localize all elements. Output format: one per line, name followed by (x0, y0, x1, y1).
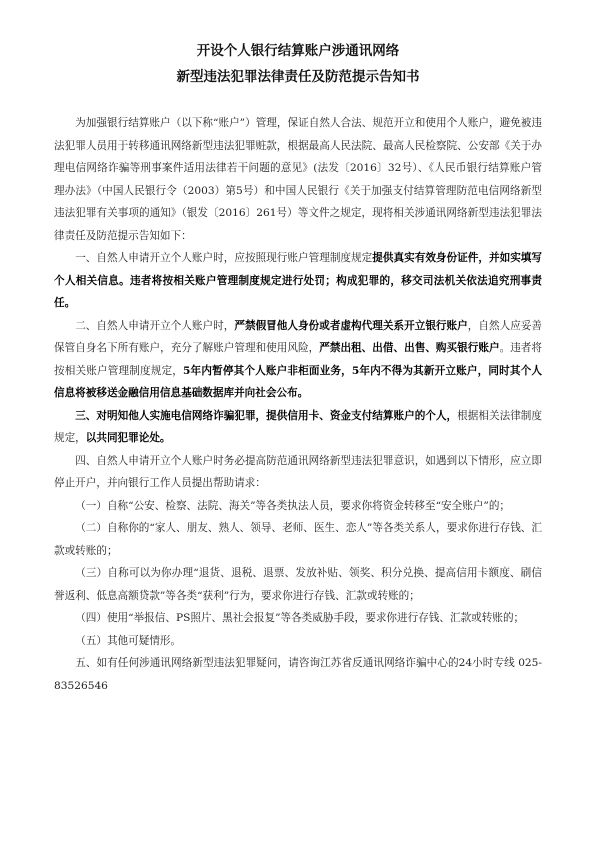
paragraph-text: （五）其他可疑情形。 (75, 634, 182, 647)
paragraph-text: 。违者将按相关账户管理制度规定， (54, 342, 543, 377)
paragraph-text: 根据相关法律制度规定， (54, 409, 543, 444)
paragraph-intro (54, 112, 542, 247)
paragraph-item-4-2 (54, 517, 542, 562)
emphasized-text: 三、对明知他人实施电信网络诈骗犯罪，提供信用卡、资金支付结算账户的个人， (75, 409, 458, 422)
paragraph-text: 五、如有任何涉通讯网络新型违法犯罪疑问，请咨询江苏省反通讯网络诈骗中心的24小时专线 025-83526546 (54, 657, 542, 692)
paragraph-text: （三）自称可以为你办理“退货、退税、退票、发放补贴、领奖、积分兑换、提高信用卡额度、刷信誉返利、低息高额贷款”等各类“获利”行为，要求你进行存钱、汇款或转账的； (54, 567, 542, 602)
emphasized-text: 以共同犯罪论处。 (85, 432, 171, 444)
emphasized-text: 严禁假冒他人身份或者虚构代理关系开立银行账户 (234, 319, 468, 332)
paragraph-item-1 (54, 247, 542, 315)
paragraph-item-4-4 (54, 607, 542, 630)
paragraph-item-4 (54, 450, 542, 495)
emphasized-text: 严禁出租、出借、出售、购买银行账户 (319, 342, 500, 354)
paragraph-text: 为加强银行结算账户（以下称“账户”）管理，保证自然人合法、规范开立和使用个人账户，避免被违法犯罪人员用于转移通讯网络新型违法犯罪赃款，根据最高人民法院、最高人民检察院、公安部《关于办理电信网络诈骗等刑事案件适用法律若干问题的意见》(法发〔2016〕32号）、《人民币银行结算账户管理办法》（中国人民银行令（2003）第5号）和中国人民银行《关于加强支付结算管理防范电信网络新型违法犯罪有关事项的通知》（银发〔2016〕261号）等文件之规定，现将相关涉通讯网络新型违法犯罪法律责任及防范提示告知如下： (54, 117, 542, 242)
paragraph-text: （四）使用“举报信、PS照片、黑社会报复”等各类威胁手段，要求你进行存钱、汇款或转账的； (75, 612, 525, 624)
emphasized-text: 5年内暂停其个人账户非柜面业务，5年内不得为其新开立账户，同时其个人信息将被移送金融信用信息基础数据库并向社会公布。 (54, 364, 542, 399)
paragraph-text: 一、自然人申请开立个人账户时，应按照现行账户管理制度规定 (75, 252, 373, 264)
paragraph-item-4-1 (54, 495, 542, 518)
emphasized-text: 提供真实有效身份证件，并如实填写个人相关信息。违者将按相关账户管理制度规定进行处罚；构成犯罪的，移交司法机关依法追究刑事责任。 (54, 252, 543, 309)
paragraph-item-2 (54, 315, 542, 405)
paragraph-item-4-3 (54, 562, 542, 607)
paragraph-item-5 (54, 652, 542, 697)
document-body (54, 112, 542, 697)
paragraph-item-3 (54, 405, 542, 450)
paragraph-text: 二、自然人申请开立个人账户时， (75, 319, 235, 332)
paragraph-text: （一）自称“公安、检察、法院、海关”等各类执法人员，要求你将资金转移至“安全账户”的； (75, 499, 511, 512)
paragraph-text: ，自然人应妥善保管自身名下所有账户，充分了解账户管理和使用风险， (54, 319, 543, 354)
paragraph-text: （二）自称你的“家人、朋友、熟人、领导、老师、医生、恋人”等各类关系人，要求你进行存钱、汇款或转账的； (54, 522, 542, 557)
title-line-2: 新型违法犯罪法律责任及防范提示告知书 (176, 69, 420, 85)
document-title (54, 38, 542, 90)
title-line-1: 开设个人银行结算账户涉通讯网络 (196, 43, 400, 59)
paragraph-text: 四、自然人申请开立个人账户时务必提高防范通讯网络新型违法犯罪意识，如遇到以下情形，应立即停止开户，并向银行工作人员提出帮助请求： (54, 454, 542, 489)
paragraph-item-4-5 (54, 630, 542, 653)
